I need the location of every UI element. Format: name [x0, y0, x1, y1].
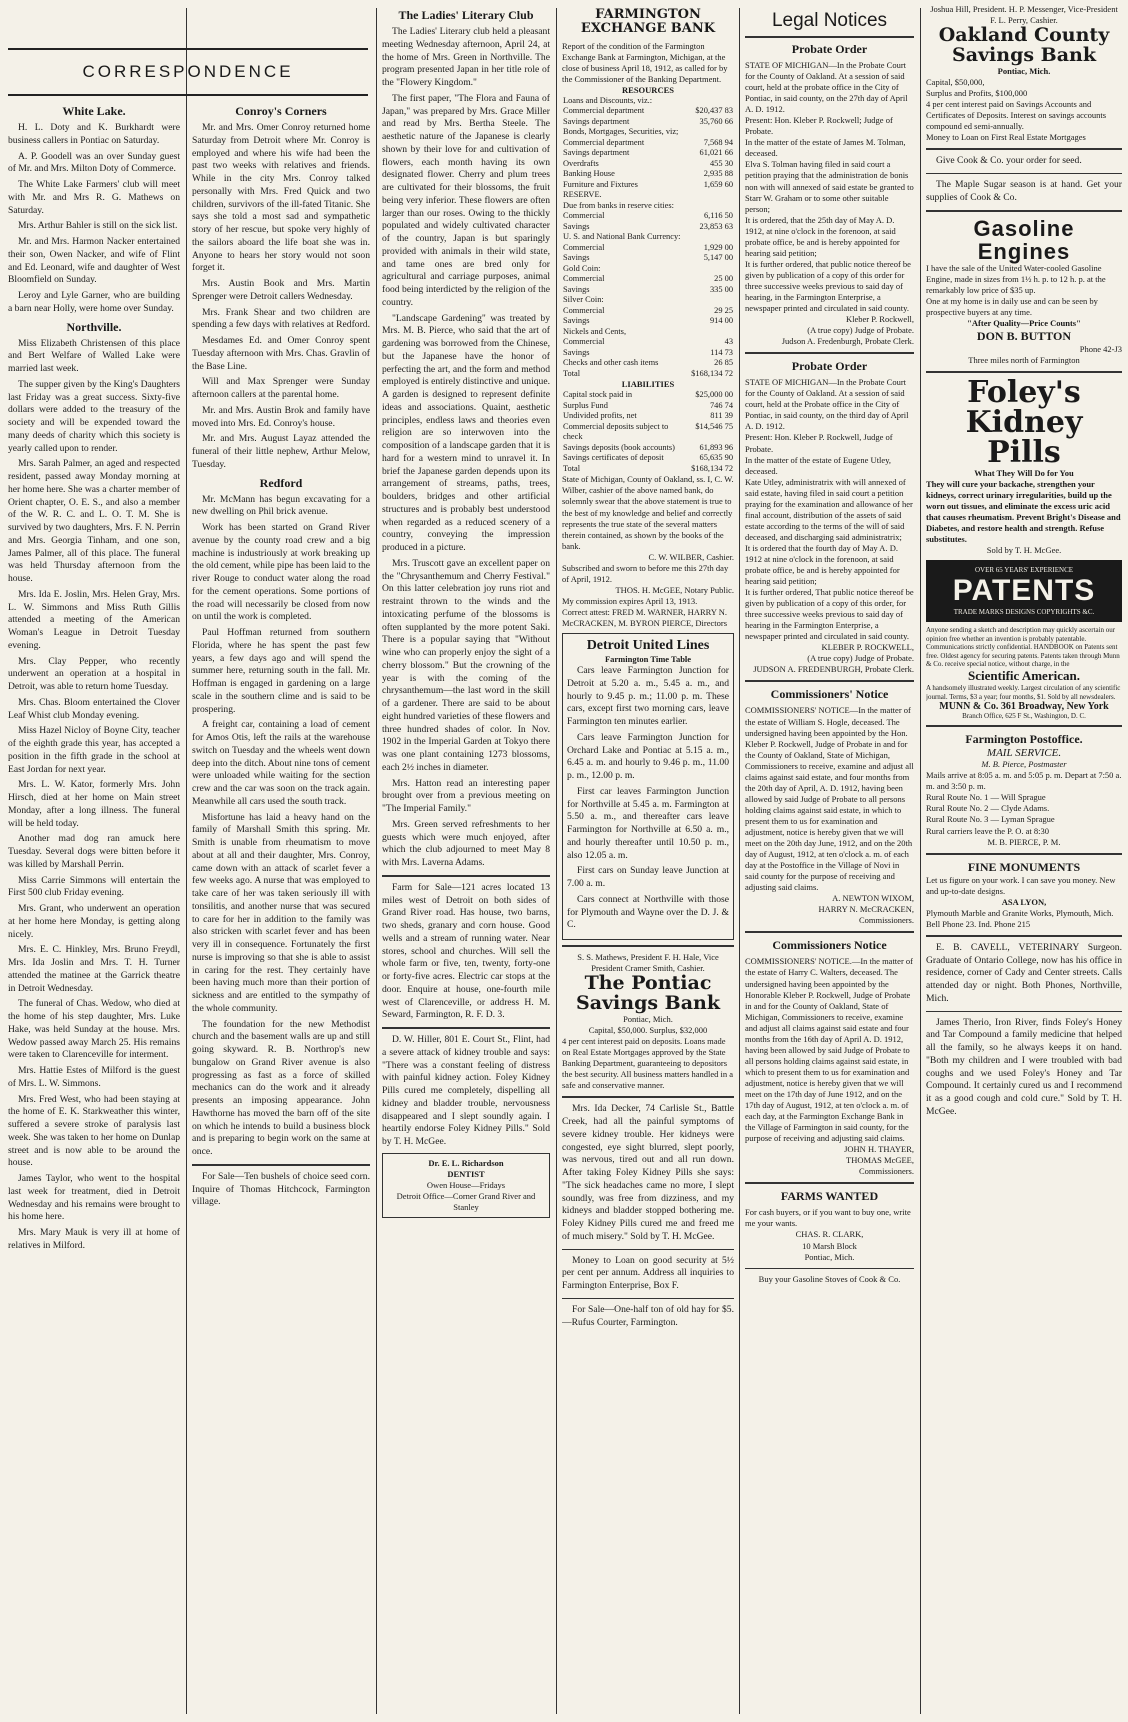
gasoline-engines-text: I have the sale of the United Water-cooled Gasoline Engine, made in sizes from 1½ h. p. to 12 h. p. at the remarkably low price of $35 up. One at my home is in daily use and can be seen by prospective buyers at any time.	[926, 262, 1106, 317]
ledger-value: 29 25	[714, 305, 733, 315]
ledger-label: Commercial	[563, 242, 605, 252]
gasoline-engines-location: Three miles north of Farmington	[968, 355, 1080, 366]
ledger-value	[688, 201, 734, 212]
ledger-label: U. S. and National Bank Currency:	[563, 232, 681, 242]
ledger-value	[688, 232, 734, 243]
ledger-label: Commercial deposits subject to check	[563, 421, 669, 442]
column-conroys-corners	[192, 100, 370, 1718]
ledger-value: $20,437 83	[695, 106, 733, 116]
news-item: Mrs. Frank Shear and two children are spending a few days with relatives at Redford.	[192, 306, 370, 331]
ledger-label: Gold Coin:	[563, 263, 601, 273]
ledger-value: 1,659 60	[703, 179, 733, 189]
column-rule	[920, 8, 921, 1714]
detroit-lines-items	[567, 665, 729, 932]
ledger-label: Bonds, Mortgages, Securities, viz;	[563, 127, 679, 137]
ledger-row	[562, 159, 734, 170]
ledger-label: Undivided profits, net	[563, 411, 637, 421]
column-exchange-bank	[562, 4, 734, 1718]
divider	[926, 148, 1122, 150]
ledger-label: Savings department	[563, 148, 630, 158]
news-item: Miss Elizabeth Christensen of this place and Bert Welfare of Walled Lake were married last week.	[8, 337, 180, 374]
ledger-value: 914 00	[709, 316, 733, 326]
ledger-value: 23,853 63	[699, 221, 733, 231]
news-item: Mrs. Arthur Bahler is still on the sick list.	[18, 220, 178, 232]
section-heading: Commissioners' Notice	[770, 687, 889, 702]
ledger-label: Capital stock paid in	[563, 390, 633, 400]
news-item: Miss Carrie Simmons will entertain the First 500 club Friday evening.	[8, 874, 180, 899]
foleys-title: Foley's Kidney Pills	[965, 375, 1083, 471]
pontiac-bank-capital: Capital, $50,000. Surplus, $32,000	[588, 1025, 708, 1036]
ledger-label: Savings	[563, 347, 590, 357]
news-item: Mrs. Hattie Estes of Milford is the guest of Mrs. L. W. Simmons.	[8, 1065, 180, 1089]
decker-ad: Mrs. Ida Decker, 74 Carlisle St., Battle Creek, had all the painful symptoms of severe kidney trouble. Her kidneys were congested, eye sight blurred, slept poorly, was nervous, tired out and all run down. After taking Foley Kidney Pills she says: "The sick headaches came no more, I slept soundly, was free from dizziness, and my kidneys and bladder stopped bothering me. Foley Kidney Pills cured me and freed me of much misery." Sold by T. H. McGee.	[562, 1103, 734, 1242]
patents-text: Anyone sending a sketch and description may quickly ascertain our opinion free whether an invention is probably patentable. Communications strictly confidential. HANDBOOK on Patents sent free. Oldest agency for securing patents. Patents taken through Munn & Co. receive special notice, without charge, in the	[926, 626, 1120, 669]
news-item: The funeral of Chas. Wedow, who died at the home of his step daughter, Mrs. Luke Hake, was held Sunday at the house. Mrs. Wedow passed away March 25. His remains were taken to Clarenceville for interment.	[8, 998, 180, 1061]
column-ladies-club	[382, 4, 550, 1718]
news-item: Mr. and Mrs. August Layaz attended the funeral of their little nephew, Arthur Melow, Tuesday.	[192, 433, 370, 470]
detroit-lines-subtitle: Farmington Time Table	[604, 654, 692, 665]
pontiac-bank-officers: S. S. Mathews, President F. H. Hale, Vice President Cramer Smith, Cashier.	[577, 952, 719, 974]
ledger-row	[562, 127, 734, 138]
ledger-row	[562, 232, 734, 243]
ladies-club-items	[382, 26, 550, 870]
ledger-row	[562, 306, 734, 317]
ledger-label: Commercial	[563, 274, 605, 284]
money-to-loan-ad: Money to Loan on good security at 5½ per cent per annum. Address all inquiries to Farmington Enterprise, Box F.	[562, 1254, 734, 1292]
commissioners-notice-text: COMMISSIONERS' NOTICE.—In the matter of the estate of Harry C. Walters, deceased. The undersigned having been appointed by the Honorable Kleber P. Rockwell, Judge of Probate in and for the County of Oakland, State of Michigan, Commissioners to receive, examine and adjust all claims against said estate and four months from the 16th day of April A. D. 1912, having been allowed by said Judge of Probate to all persons holding claims against said estate, in which to present them to us for examination and adjustment, notice is hereby given that we will meet on the 17th day of June 1912, and on the 17th day of August, 1912, at ten o'clock a. m. of each day, at the Farmington Exchange Bank in the Village of Farmington in said county, for the purpose of receiving and adjusting said claims.	[745, 956, 913, 1144]
news-item: Mrs. Ida E. Joslin, Mrs. Helen Gray, Mrs. L. W. Simmons and Miss Ruth Gillis attended a meeting of the American Woman's League in Detroit Tuesday evening.	[8, 588, 180, 651]
ledger-row	[562, 369, 734, 380]
ledger-row	[562, 148, 734, 159]
divider	[382, 1027, 550, 1029]
timetable-item: First cars on Sunday leave Junction at 7.00 a. m.	[567, 865, 729, 890]
divider	[926, 853, 1122, 855]
ledger-value: 25 00	[714, 274, 733, 284]
pontiac-bank-place: Pontiac, Mich.	[623, 1014, 673, 1025]
news-item: Mr. and Mrs. Harmon Nacker entertained their son, Owen Nacker, and wife of Flint and Ed. Leonard, wife and daughter of West Bloomfield on Sunday.	[8, 236, 180, 286]
liabilities-table	[562, 390, 734, 474]
ledger-row	[562, 106, 734, 117]
news-item: A. P. Goodell was an over Sunday guest of Mr. and Mrs. Milton Doty of Commerce.	[8, 150, 180, 175]
column-legal-notices	[745, 4, 914, 1718]
ledger-row	[562, 337, 734, 348]
section-heading: The Ladies' Literary Club	[398, 8, 534, 22]
ledger-row	[562, 274, 734, 285]
detroit-lines-ad	[562, 633, 734, 940]
ledger-label: RESERVE.	[563, 190, 602, 200]
ledger-label: Commercial department	[563, 137, 645, 147]
news-item: A freight car, containing a load of cement for Amos Otis, left the rails at the warehouse switch on Tuesday and the wheels went down deep into the ditch. About nine tons of cement were unloaded while waiting for the section crew and the car was soon on the track again. Meanwhile all cars used the south track.	[192, 719, 370, 807]
ledger-row	[562, 201, 734, 212]
ledger-label: Savings certificates of deposit	[563, 453, 664, 463]
section-heading: Conroy's Corners	[235, 104, 327, 118]
ledger-row	[562, 453, 734, 464]
redford-items	[192, 494, 370, 1159]
divider	[562, 1096, 734, 1098]
ledger-label: Savings	[563, 221, 590, 231]
ledger-value: 7,568 94	[703, 137, 733, 147]
ledger-row	[562, 348, 734, 359]
dentist-text: Owen House—Fridays Detroit Office—Corner Grand River and Stanley	[396, 1179, 536, 1212]
monuments-text: Let us figure on your work. I can save you money. New and up-to-date designs.	[926, 874, 1116, 896]
ledger-value: 746 74	[709, 400, 733, 410]
patents-experience: OVER 65 YEARS' EXPERIENCE	[974, 566, 1074, 575]
commissioners-notice-text: COMMISSIONERS' NOTICE—In the matter of the estate of William S. Hogle, deceased. The undersigned having been appointed by the Hon. Kleber P. Rockwell, Judge of Probate in and for the County of Oakland, State of Michigan, Commissioners to receive, examine and adjust all claims against said estate, and four months from the 20th day of April, A. D. 1912, having been allowed by said Judge of Probate to all persons holding claims against said estate, in which to present them to us for examination and adjustment, notice is hereby given that we will meet on the 20th day June, 1912, and on the 20th day of August, 1912, at ten o'clock a. m. of each day at the Postoffice in the Village of Novi in said county for the purpose of receiving and adjusting said claims.	[745, 705, 914, 893]
ledger-row	[562, 401, 734, 412]
exchange-bank-intro: Report of the condition of the Farmington Exchange Bank at Farmington, Michigan, at the close of business April 18, 1912, as called for by the Commissioner of the Banking Department.	[562, 40, 728, 84]
ledger-row	[562, 327, 734, 338]
section-heading: Probate Order	[791, 359, 868, 374]
ledger-value: $25,000 00	[695, 390, 733, 400]
ledger-label: Savings	[563, 284, 590, 294]
ledger-value	[688, 190, 734, 201]
monuments-title: FINE MONUMENTS	[967, 859, 1081, 874]
farm-for-sale-ad: Farm for Sale—121 acres located 13 miles west of Detroit on both sides of Grand River road. Has house, two barns, two sheds, granary and corn house. Good wells and a stream of running water. Near stores, school and churches. Will sell the whole farm or five, ten, twenty, forty-one or forty-five acres. Electric car stops at the door. Enquire at house, one-fourth mile west of Clarenceville, or address H. M. Seward, Farmington, R. F. D. 3.	[382, 881, 550, 1021]
probate-order-text: STATE OF MICHIGAN—In the Probate Court for the County of Oakland. At a session of said court, held at the probate office in the City of Pontiac, in said county, on the 27th day of April A. D. 1912. Present: Hon. Kleber P. Rockwell; Judge of Probate. In the matter of the estate of James M. Tolman, deceased. Elva S. Tolman having filed in said court a petition praying that the administration de bonis non with will annexed of said estate be granted to Starr W. Graham or to some other suitable person; It is ordered, that the 25th day of May A. D. 1912, at nine o'clock in the forenoon, at said probate office, be and is hereby appointed for hearing said petition; It is further ordered, that public notice thereof be given by publication of a copy of this order for three successive weeks previous to said day of hearing, in the Farmington Enterprise, a newspaper printed and circulated in said county.	[745, 60, 914, 314]
news-item: Leroy and Lyle Garner, who are building a barn near Holly, were home over Sunday.	[8, 290, 180, 314]
timetable-item: Cars leave Farmington Junction for Orchard Lake and Pontiac at 5.15 a. m., 6.45 a. m. and hourly to 9.46 p. m., 11.00 p. m., 12.00 p. m.	[567, 731, 729, 782]
ledger-value: $14,546 75	[695, 421, 733, 431]
oakland-bank-officers: Joshua Hill, President. H. P. Messenger, Vice-President F. L. Perry, Cashier.	[930, 4, 1118, 26]
patents-ad	[926, 560, 1122, 622]
ledger-value: 43	[724, 337, 733, 347]
news-item: James Taylor, who went to the hospital last week for treatment, died in Detroit Wednesday and his remains were brought to his home here.	[8, 1173, 180, 1223]
ledger-row	[562, 190, 734, 201]
gasoline-engines-phone: Phone 42-J3	[1079, 344, 1122, 355]
ledger-label: Savings	[563, 253, 590, 263]
ledger-label: Total	[563, 463, 581, 473]
ledger-row	[562, 464, 734, 475]
divider	[926, 1011, 1122, 1012]
section-heading: Redford	[259, 475, 303, 490]
ledger-label: Silver Coin:	[563, 295, 604, 305]
ledger-label: Commercial	[563, 211, 605, 221]
news-item: Mrs. Truscott gave an excellent paper on the "Chrysanthemum and Cherry Festival." On this latter celebration joy runs riot and restraint thrown to the winds and the intoxicating perfume of the blossoms is often supplanted by the more potent Saki. There is a popular saying that "Without wine who can properly enjoy the sight of a cherry blossom." But the crowning of the year is with the coming of the chrysanthemum—the last word in the skill of a gardener. There are said to be about eight hundred varieties of these flowers and three hundred shades of color. In Nov. 1902 in the Imperial Garden at Tokyo there was one plant containing 1273 blossoms, each 2½ inches in diameter.	[382, 557, 550, 773]
probate-order-sign: KLEBER P. ROCKWELL, (A true copy) Judge of Probate. JUDSON A. FREDENBURGH, Probate Clerk.	[753, 642, 914, 675]
patents-marks: TRADE MARKS DESIGNS COPYRIGHTS &C.	[953, 608, 1095, 617]
bank-commission: My commission expires April 13, 1913.	[562, 595, 698, 606]
oakland-bank-text: 4 per cent interest paid on Savings Accounts and Certificates of Deposits. Interest on savings accounts compound ed semi-annually. Money to Loan on First Real Estate Mortgages	[926, 99, 1107, 143]
ledger-row	[562, 422, 734, 443]
ledger-value: 455 30	[709, 158, 733, 168]
ledger-label: Overdrafts	[563, 158, 599, 168]
divider	[562, 945, 734, 947]
ledger-value	[688, 96, 734, 107]
news-item: Another mad dog ran amuck here Tuesday. Several dogs were bitten before it was killed by Marshall Perrin.	[8, 833, 180, 870]
divider	[562, 1249, 734, 1250]
column-white-lake	[8, 100, 180, 1718]
ledger-label: Savings department	[563, 116, 630, 126]
news-item: Mrs. Clay Pepper, who recently underwent an operation at a hospital in Detroit, was able to return home Tuesday.	[8, 655, 180, 692]
ledger-row	[562, 411, 734, 422]
correspondence-title: CORRESPONDENCE	[82, 62, 294, 81]
ledger-row	[562, 264, 734, 275]
commissioners-notice-sign: JOHN H. THAYER, THOMAS McGEE, Commissioners.	[844, 1144, 914, 1177]
news-item: Mrs. Hatton read an interesting paper brought over from a previous meeting on "The Imperial Family."	[382, 777, 550, 814]
bank-signed: C. W. WILBER, Cashier.	[648, 551, 734, 562]
monuments-phone: Bell Phone 23. Ind. Phone 215	[926, 918, 1031, 929]
gasoline-engines-slogan: "After Quality—Price Counts"	[967, 317, 1081, 328]
postoffice-pm: M. B. Pierce, Postmaster	[981, 759, 1067, 770]
ledger-value: 61,021 66	[699, 148, 733, 158]
ledger-row	[562, 316, 734, 327]
maple-sugar-ad: The Maple Sugar season is at hand. Get your supplies of Cook & Co.	[926, 179, 1122, 203]
news-item: Mr. and Mrs. Austin Brok and family have moved into Mrs. Ed. Conroy's house.	[192, 404, 370, 429]
news-item: The first paper, "The Flora and Fauna of Japan," was prepared by Mrs. Grace Miller and read by Mrs. Bertha Steele. The aesthetic nature of the Japanese is clearly shown by their love for and cultivation of flowers, each month having its own designated flower. Cherry and plum trees are cultivated for their blossoms, the fruit being very inferior. These flowers are often larger than our roses. Owing to the thickly populated and widely cultivated character of the country, Japan is but sparingly provided with animals in their wild state, and tame ones are bred only for agricultural and carriage purposes, animal food being interdicted by the religion of the country.	[382, 92, 550, 308]
divider	[926, 173, 1122, 174]
news-item: Mrs. Fred West, who had been staying at the home of E. K. Starkweather this winter, suffered a severe stroke of paralysis last week. She was taken to her home on Dunlap street and is now able to be around the house.	[8, 1093, 180, 1169]
bank-attest: Correct attest: FRED M. WARNER, HARRY N. McCRACKEN, M. BYRON PIERCE, Directors	[562, 606, 728, 628]
postoffice-title: Farmington Postoffice.	[965, 732, 1083, 747]
timetable-item: First car leaves Farmington Junction for Northville at 5.45 a. m. Farmington at 5.50 a. m., and thereafter cars leave Farmington for Northville at 6.50 a. m., and hourly thereafter until 10.50 p. m., also 12.05 a. m.	[567, 785, 729, 861]
news-item: Miss Hazel Nicloy of Boyne City, teacher of the eighth grade this year, has accepted a position in the fifth grade in the school at East Jordan for next year.	[8, 725, 180, 775]
therio-ad: James Therio, Iron River, finds Foley's Honey and Tar Compound a family medicine that helped all the family, so he always keeps it on hand. "Both my children and I were troubled with bad coughs and we used Foley's Honey and Tar Compound. It certainly cured us and I recommend it as a good cough and cold cure." Sold by T. H. McGee.	[926, 1016, 1122, 1117]
exchange-bank-title: FARMINGTON EXCHANGE BANK	[580, 7, 716, 37]
ledger-label: Commercial department	[563, 106, 645, 116]
postoffice-sign: M. B. PIERCE, P. M.	[987, 836, 1061, 847]
hay-for-sale-ad: For Sale—One-half ton of old hay for $5.—Rufus Courter, Farmington.	[562, 1303, 734, 1328]
news-item: Misfortune has laid a heavy hand on the family of Marshall Smith this spring. Mr. Smith is unable from rheumatism to move about at all and their daughter, Mrs. Conroy, came down with an attack of scarlet fever a few weeks ago. A nurse that was employed to take care of her was taken seriously ill with tonsilitis, and another nurse that was secured to care for her in addition to the family was also stricken with scarlet fever and has been very ill in consequence. Fortunately the first nurse is improving so that she is able to assist in caring for the rest. They certainly have been having much more than their portion of sickness and are entitled to the sympathy of the whole community.	[192, 811, 370, 1014]
ledger-label: Furniture and Fixtures	[563, 179, 638, 189]
news-item: Mrs. Grant, who underwent an operation at her home here Monday, is getting along nicely.	[8, 903, 180, 940]
oakland-bank-place: Pontiac, Mich.	[997, 65, 1051, 76]
ledger-label: Due from banks in reserve cities:	[563, 200, 674, 210]
ledger-row	[562, 211, 734, 222]
news-item: The Ladies' Literary club held a pleasant meeting Wednesday afternoon, April 24, at the home of Mrs. Green in Northville. The program presented Japan in her title role of the "Flowery Kingdom."	[382, 26, 550, 88]
divider	[745, 680, 914, 682]
ledger-label: Savings	[563, 316, 590, 326]
divider	[562, 1298, 734, 1299]
legal-notices-title: Legal Notices	[745, 10, 914, 38]
column-rule	[556, 8, 557, 1714]
oakland-bank-name: Oakland County Savings Bank	[938, 24, 1110, 67]
ledger-value: 335 00	[709, 284, 733, 294]
news-item: H. L. Doty and K. Burkhardt were business callers in Pontiac on Saturday.	[8, 122, 180, 146]
ledger-row	[562, 222, 734, 233]
divider	[745, 931, 914, 933]
divider	[926, 371, 1122, 373]
resources-label: RESOURCES	[622, 84, 674, 95]
news-item: "Landscape Gardening" was treated by Mrs. M. B. Pierce, who said that the art of gardening was borrowed from the Chinese, but the Japanese have the honor of perfecting the art, and the form and method employed is entirely distinctive and unique. A garden is designed to represent definite ideas and associations. Quaint, aesthetic principles, endless laws and theories even religion are so interwoven into the composition of a landscape garden that it is hard for a western mind to unravel it. In brief the Japanese garden depends upon its arrangement of streams, paths, trees, boulders, bridges and other artificial structures and is probably best understood when regarded as a reduced scenery of a country, conveying the impression produced in a picture.	[382, 312, 550, 553]
ledger-label: Loans and Discounts, viz.:	[563, 95, 653, 105]
bank-oath: State of Michigan, County of Oakland, ss. I, C. W. Wilber, cashier of the above named bank, do solemnly swear that the above statement is true to the best of my knowledge and belief and correctly represents the true state of the several matters therein contained, as shown by the books of the bank.	[562, 474, 734, 551]
news-item: Mesdames Ed. and Omer Conroy spent Tuesday afternoon with Mrs. Chas. Gravlin of the Base Line.	[192, 335, 370, 372]
monuments-name: ASA LYON,	[1001, 896, 1047, 907]
news-item: Will and Max Sprenger were Sunday afternoon callers at the parental home.	[192, 376, 370, 400]
news-item: Mr. and Mrs. Omer Conroy returned home Saturday from Detroit where Mr. Conroy is employed and where his wife had been the past two weeks with relatives and friends. While in the city Mrs. Conroy talked personally with Mrs. Fred Quick and two children, survivors of the ill-fated Titanic. She says she told a most sad and sympathetic story of her rescue, but spoke very highly of the sailors aboard the life boat she was in. Anyone to hears her story would not soon forget it.	[192, 122, 370, 274]
ledger-value: $168,134 72	[691, 463, 733, 473]
ledger-value	[688, 264, 734, 275]
ledger-label: Commercial	[563, 337, 605, 347]
news-item: Mrs. Sarah Palmer, an aged and respected resident, passed away Monday morning at her home here. She was a charter member of Orient chapter, O. E. S., and also a member of the W. R. C. and L. O. T. M. She is survived by two daughters, Mrs. F. N. Perrin and Mrs. Georgia Tinham, and one son, James Palmer, all of this place. The funeral was held Thursday afternoon from the house.	[8, 458, 180, 584]
patents-title: PATENTS	[952, 574, 1096, 608]
cavell-ad: E. B. CAVELL, VETERINARY Surgeon. Graduate of Ontario College, now has his office in residence, corner of Cady and Center streets. Calls attended day or night. Both Phones, Northville, Mich.	[926, 941, 1122, 1004]
news-item: Mr. McMann has begun excavating for a new dwelling on Phil brick avenue.	[192, 493, 370, 518]
foleys-tagline: What They Will Do for You	[974, 468, 1074, 479]
column-rule	[376, 8, 377, 1714]
farms-wanted-sign: CHAS. R. CLARK, 10 Marsh Block Pontiac, Mich.	[795, 1229, 864, 1262]
postoffice-text: Mails arrive at 8:05 a. m. and 5:05 p. m. Depart at 7:50 a. m. and 3:50 p. m. Rural Route No. 1 — Will Sprague Rural Route No. 2 — Clyde Adams. Rural Route No. 3 — Lyman Sprague Rural carriers leave the P. O. at 8:30	[926, 770, 1122, 836]
news-item: Mrs. Mary Mauk is very ill at home of relatives in Milford.	[8, 1227, 180, 1251]
ledger-value: 114 73	[710, 347, 733, 357]
divider	[745, 1268, 914, 1269]
section-heading: Northville.	[66, 319, 122, 334]
bank-notary: THOS. H. McGEE, Notary Public.	[615, 584, 734, 595]
ledger-row	[562, 117, 734, 128]
probate-order-sign: Kleber P. Rockwell, (A true copy) Judge of Probate. Judson A. Fredenburgh, Probate Clerk.	[781, 314, 914, 347]
correspondence-banner	[8, 48, 368, 96]
ledger-row	[562, 253, 734, 264]
dentist-title: DENTIST	[447, 1168, 485, 1179]
ledger-value: 5,147 00	[703, 253, 733, 263]
news-item: The supper given by the King's Daughters last Friday was a great success. Sixty-five dollars were added to the treasury of the society and will be expended toward the many deeds of charity which this society is yearly called upon to render.	[8, 378, 180, 454]
farms-wanted-text: For cash buyers, or if you want to buy one, write me your wants.	[745, 1207, 911, 1229]
ledger-value: 1,929 00	[703, 242, 733, 252]
monuments-address: Plymouth Marble and Granite Works, Plymouth, Mich.	[926, 907, 1114, 918]
foleys-text: They will cure your backache, strengthen your kidneys, correct urinary irregularities, build up the worn out tissues, and eliminate the excess uric acid that causes rheumatism. Prevent Bright's Disease and Diabetes, and restore health and strength. Refuse substitutes.	[926, 479, 1121, 545]
ledger-value: 6,116 50	[703, 211, 733, 221]
gasoline-engines-name: DON B. BUTTON	[976, 329, 1072, 344]
ledger-row	[562, 285, 734, 296]
ledger-value: $168,134 72	[691, 368, 733, 378]
column-rule	[739, 8, 740, 1714]
postoffice-sub: MAIL SERVICE.	[986, 747, 1062, 760]
ledger-label: Banking House	[563, 169, 615, 179]
hiller-ad: D. W. Hiller, 801 E. Court St., Flint, had a severe attack of kidney trouble and says: "There was a constant feeling of distress with painful kidney action. Foley Kidney Pills cured me completely, dispelling all kidney and bladder trouble, nervousness disappeared and I slept soundly again. I heartily endorse Foley Kidney Pills." Sold by T. H. McGee.	[382, 1034, 550, 1147]
ledger-label: Commercial	[563, 305, 605, 315]
section-heading: Commissioners Notice	[772, 938, 887, 953]
news-item: The foundation for the new Methodist church and the basement walls are up and still going skyward. R. B. Northrop's new bungalow on Grand River avenue is also progressing as fast as a force of skilled mechanics can do the work and it already presents an imposing appearance. John Hawthorne has moved the barn off of the site on which he intends to build a business block and is preparing to begin work on the same at once.	[192, 1018, 370, 1157]
column-rule	[186, 8, 187, 1714]
divider	[745, 1182, 914, 1184]
ledger-row	[562, 443, 734, 454]
gasoline-stove-ad: Buy your Gasoline Stoves of Cook & Co.	[758, 1273, 901, 1284]
oakland-bank-capital: Capital, $50,000, Surplus and Profits, $100,000	[926, 77, 1028, 99]
column-ads	[926, 4, 1122, 1718]
ledger-row	[562, 169, 734, 180]
munn-branch: Branch Office, 625 F St., Washington, D. C.	[962, 712, 1086, 721]
ledger-row	[562, 96, 734, 107]
detroit-lines-title: Detroit United Lines	[586, 638, 710, 654]
news-item: Mrs. E. C. Hinkley, Mrs. Bruno Freydl, Mrs. Ida Joslin and Mrs. T. H. Turner attended the matinee at the Garrick theatre in Detroit Wednesday.	[8, 944, 180, 994]
ledger-row	[562, 358, 734, 369]
ledger-row	[562, 243, 734, 254]
dentist-name: Dr. E. L. Richardson	[428, 1157, 504, 1168]
divider	[926, 210, 1122, 212]
scientific-american-text: A handsomely illustrated weekly. Largest circulation of any scientific journal. Terms, $3 a year; four months, $1. Sold by all newsdealers.	[926, 684, 1121, 701]
seed-corn-ad: For Sale—Ten bushels of choice seed corn. Inquire of Thomas Hitchcock, Farmington village.	[192, 1170, 370, 1208]
ledger-row	[562, 390, 734, 401]
divider	[382, 875, 550, 877]
resources-table	[562, 96, 734, 380]
munn-address: MUNN & Co. 361 Broadway, New York	[939, 701, 1109, 713]
news-item: Mrs. Green served refreshments to her guests which were much enjoyed, after which the club adjourned to meet May 8 with Mrs. Laverna Adams.	[382, 818, 550, 868]
conroys-items	[192, 122, 370, 472]
news-item: Mrs. Chas. Bloom entertained the Clover Leaf Whist club Monday evening.	[8, 696, 180, 721]
news-item: The White Lake Farmers' club will meet with Mr. and Mrs R. G. Mathews on Saturday.	[8, 179, 180, 216]
news-item: Paul Hoffman returned from southern Florida, where he has spent the past few years, a few days ago and will spend the summer here, returning south in the fall. Mr. Hoffman is engaged in gardening on a large scale in the southern clime and is said to be prospering.	[192, 627, 370, 715]
section-heading: FARMS WANTED	[780, 1189, 879, 1204]
probate-order-text: STATE OF MICHIGAN—In the Probate Court for the County of Oakland. At a session of said court, held at the Probate office in the City of Pontiac, in said county, on the third day of April A. D. 1912. Present: Hon. Kleber P. Rockwell, Judge of Probate. In the matter of the estate of Eugene Utley, deceased. Kate Utley, administratrix with will annexed of said estate, having filed in said court a petition praying for the examination and allowance of her final account, distribution of the assets of said estate according to the terms of the will of said deceased, and discharging said administratrix; It is ordered that the fourth day of May A. D. 1912 at nine o'clock in the forenoon, at said probate office, be and is hereby appointed for hearing said petition; It is further ordered, That public notice thereof be given by publication of a copy of this order, for three successive weeks previous to said day of hearing in the Farmington Enterprise, a newspaper printed and circulated in said county.	[745, 377, 914, 642]
ledger-value: 811 39	[710, 411, 733, 421]
ledger-value: 2,935 88	[703, 169, 733, 179]
scientific-american-title: Scientific American.	[968, 668, 1080, 684]
timetable-item: Cars leave Farmington Junction for Detroit at 5.20 a. m., 5.45 a. m., and hourly to 9.45 p. m.; 11.00 p. m. These cars, except first two morning cars, leave Farmington ten minutes earlier.	[567, 665, 729, 728]
ledger-value: 61,893 96	[699, 442, 733, 452]
pontiac-bank-text: 4 per cent interest paid on deposits. Loans made on Real Estate Mortgages approved by the State Banking Department, guaranteeing to depositors the best security. All business matters handled in a safe and conservative manner.	[562, 1036, 734, 1091]
divider	[745, 352, 914, 354]
news-item: Mrs. Austin Book and Mrs. Martin Sprenger were Detroit callers Wednesday.	[192, 278, 370, 302]
section-heading: Probate Order	[791, 42, 868, 56]
divider	[926, 725, 1122, 727]
news-item: Mrs. L. W. Kator, formerly Mrs. John Hirsch, died at her home on Main street Monday, after a long illness. The funeral will be held today.	[8, 779, 180, 829]
commissioners-notice-sign: A. NEWTON WIXOM, HARRY N. McCRACKEN, Commissioners.	[818, 893, 914, 926]
gasoline-engines-title: Gasoline Engines	[973, 215, 1075, 264]
divider	[926, 935, 1122, 937]
divider	[192, 1164, 370, 1166]
white-lake-items	[8, 122, 180, 316]
news-item: Work has been started on Grand River avenue by the county road crew and a big machine is industriously at work breaking up the old cement, while pipe has been laid to the river Rouge to conduct water along the road for the cement operations. Some portions of the road will necessarily be closed from now on until the work is completed.	[192, 522, 370, 623]
ledger-value: 35,760 66	[699, 116, 733, 126]
ledger-value	[688, 127, 734, 138]
ledger-value: 26 85	[714, 358, 733, 368]
ledger-value	[688, 327, 734, 338]
liabilities-label: LIABILITIES	[621, 379, 675, 390]
ledger-label: Total	[563, 368, 581, 378]
dentist-ad	[382, 1153, 550, 1218]
ledger-row	[562, 295, 734, 306]
ledger-label: Savings deposits (book accounts)	[563, 442, 675, 452]
timetable-item: Cars connect at Northville with those for Plymouth and Wayne over the D. J. & C.	[567, 893, 729, 931]
ledger-label: Checks and other cash items	[563, 358, 659, 368]
ledger-row	[562, 180, 734, 191]
ledger-label: Nickels and Cents,	[563, 326, 627, 336]
pontiac-bank-name: The Pontiac Savings Bank	[575, 972, 721, 1015]
section-heading: White Lake.	[62, 104, 126, 118]
northville-items	[8, 338, 180, 1253]
ledger-value	[688, 295, 734, 306]
cook-seed-ad: Give Cook & Co. your order for seed.	[936, 155, 1082, 167]
foleys-sold: Sold by T. H. McGee.	[986, 545, 1062, 556]
ledger-row	[562, 138, 734, 149]
ledger-value: 65,635 90	[699, 453, 733, 463]
bank-subscribed: Subscribed and sworn to before me this 27th day of April, 1912.	[562, 562, 729, 584]
ledger-label: Surplus Fund	[563, 400, 608, 410]
